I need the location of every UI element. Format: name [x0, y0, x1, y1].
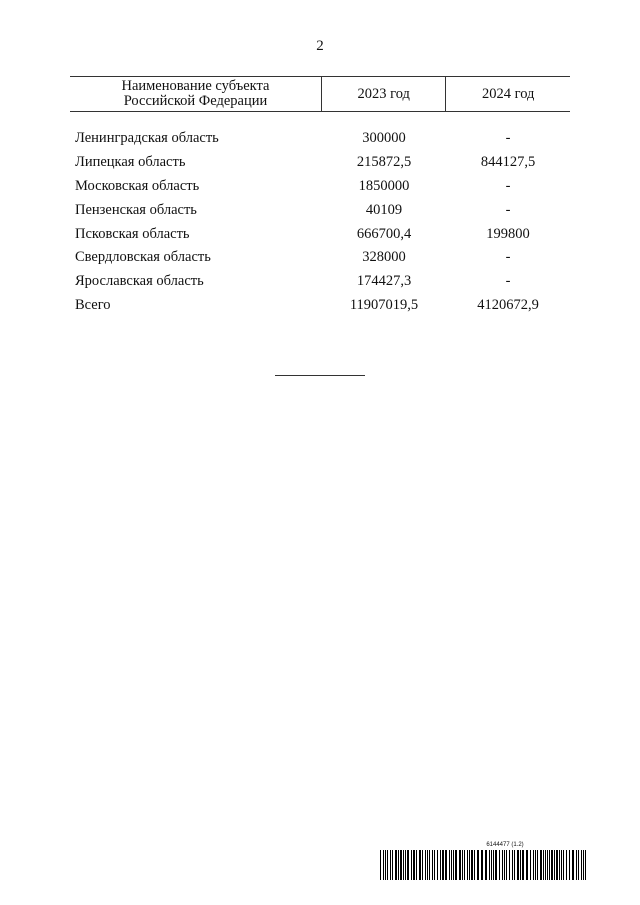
barcode-bar [489, 850, 490, 880]
barcode-bar [537, 850, 538, 880]
barcode-bar [517, 850, 519, 880]
table-row [70, 198, 570, 222]
header-year-2023: 2023 год [321, 77, 446, 111]
barcode-bar [481, 850, 483, 880]
barcode-bar [477, 850, 479, 880]
barcode-bar [455, 850, 457, 880]
table-row [70, 246, 570, 270]
barcode-bar [425, 850, 426, 880]
barcode-bar [383, 850, 384, 880]
barcode-bar [453, 850, 454, 880]
barcode-bar [445, 850, 447, 880]
barcode-bar [390, 850, 391, 880]
barcode-bar [411, 850, 412, 880]
barcode-bar [551, 850, 553, 880]
barcode-bar [413, 850, 415, 880]
value-2023: 174427,3 [356, 273, 412, 290]
barcode-bar [545, 850, 546, 880]
barcode-bar [407, 850, 409, 880]
barcode-bar [395, 850, 397, 880]
value-2024: - [505, 273, 511, 290]
barcode-bar [559, 850, 560, 880]
barcode-bar [429, 850, 430, 880]
barcode-bar [502, 850, 503, 880]
barcode-bar [403, 850, 404, 880]
barcode-bar [585, 850, 586, 880]
value-2024: - [505, 130, 511, 147]
table-row-total [70, 294, 570, 318]
barcode-bar [556, 850, 558, 880]
barcode-bar [499, 850, 500, 880]
region-name: Пензенская область [75, 201, 197, 218]
barcode-bar [474, 850, 475, 880]
barcode-bar [495, 850, 497, 880]
barcode-bar [437, 850, 438, 880]
barcode-bar [504, 850, 505, 880]
barcode-bar [514, 850, 515, 880]
barcode-bar [581, 850, 582, 880]
page-number: 2 [316, 38, 324, 54]
header-year-2024: 2024 год [445, 77, 570, 111]
barcode-bar [569, 850, 570, 880]
barcode-bar [526, 850, 528, 880]
region-name: Псковская область [75, 225, 190, 242]
barcode-bar [462, 850, 463, 880]
barcode-bar [416, 850, 417, 880]
barcode-bar [530, 850, 531, 880]
barcode-bar [506, 850, 507, 880]
region-name: Липецкая область [75, 154, 186, 171]
barcode-bar [543, 850, 544, 880]
barcode-bar [398, 850, 399, 880]
barcode-bar [566, 850, 567, 880]
value-2024: - [505, 249, 511, 266]
barcode-bar [493, 850, 494, 880]
barcode-bar [442, 850, 444, 880]
barcode-bar [434, 850, 435, 880]
end-of-document-line [275, 375, 365, 376]
value-2023: 328000 [362, 249, 406, 266]
table-body [70, 127, 570, 317]
total-label: Всего [75, 296, 111, 313]
value-2024: - [505, 177, 511, 194]
region-name: Свердловская область [75, 249, 211, 266]
barcode-bar [572, 850, 574, 880]
table-row [70, 151, 570, 175]
barcode-bar [392, 850, 393, 880]
header-region-name-line2: Российской Федерации [123, 93, 268, 109]
barcode-bar [380, 850, 381, 880]
barcode-bar [385, 850, 386, 880]
barcode-bar [400, 850, 402, 880]
value-2023: 300000 [362, 130, 406, 147]
barcode-bar [563, 850, 564, 880]
value-2023: 666700,4 [356, 225, 412, 242]
region-name: Ленинградская область [75, 130, 219, 147]
barcode-bar [467, 850, 468, 880]
barcode-bar [522, 850, 524, 880]
barcode-bar [427, 850, 428, 880]
value-2024: 199800 [486, 225, 530, 242]
barcode-bar [578, 850, 579, 880]
barcode-bar [540, 850, 542, 880]
barcode-bar [549, 850, 550, 880]
value-2023: 40109 [365, 201, 403, 218]
barcode-bar [469, 850, 470, 880]
value-2024: - [505, 201, 511, 218]
barcode-bar [449, 850, 450, 880]
barcode-bar [387, 850, 388, 880]
barcode-bar [451, 850, 452, 880]
barcode-bar [432, 850, 433, 880]
barcode-bar [405, 850, 406, 880]
barcode-block [380, 842, 590, 880]
barcode-bar [583, 850, 584, 880]
barcode-bar [561, 850, 562, 880]
table-row [70, 270, 570, 294]
subsidy-table [70, 76, 570, 317]
barcode-bar [520, 850, 521, 880]
value-2024: 844127,5 [480, 154, 536, 171]
region-name: Ярославская область [75, 273, 204, 290]
value-2023: 215872,5 [356, 154, 412, 171]
barcode-bar [464, 850, 465, 880]
barcode-bar [459, 850, 461, 880]
barcode-label: 6144477 (1.2) [486, 842, 524, 848]
barcode-bar [485, 850, 487, 880]
barcode-bar [547, 850, 548, 880]
barcode-bar [512, 850, 513, 880]
barcode-bar [419, 850, 421, 880]
table-row [70, 222, 570, 246]
table-row [70, 175, 570, 199]
header-region-name-line1: Наименование субъекта [121, 78, 270, 94]
table-row [70, 127, 570, 151]
barcode-image [380, 850, 590, 880]
table-header [70, 76, 570, 112]
barcode-bar [491, 850, 492, 880]
barcode-bar [533, 850, 534, 880]
barcode-bar [535, 850, 536, 880]
total-2024: 4120672,9 [477, 296, 539, 313]
barcode-bar [554, 850, 555, 880]
barcode-bar [440, 850, 441, 880]
barcode-bar [509, 850, 510, 880]
total-2023: 11907019,5 [349, 296, 419, 313]
region-name: Московская область [75, 177, 200, 194]
value-2023: 1850000 [358, 177, 410, 194]
barcode-bar [576, 850, 577, 880]
header-region-name [70, 77, 321, 111]
barcode-bar [422, 850, 423, 880]
barcode-bar [471, 850, 473, 880]
